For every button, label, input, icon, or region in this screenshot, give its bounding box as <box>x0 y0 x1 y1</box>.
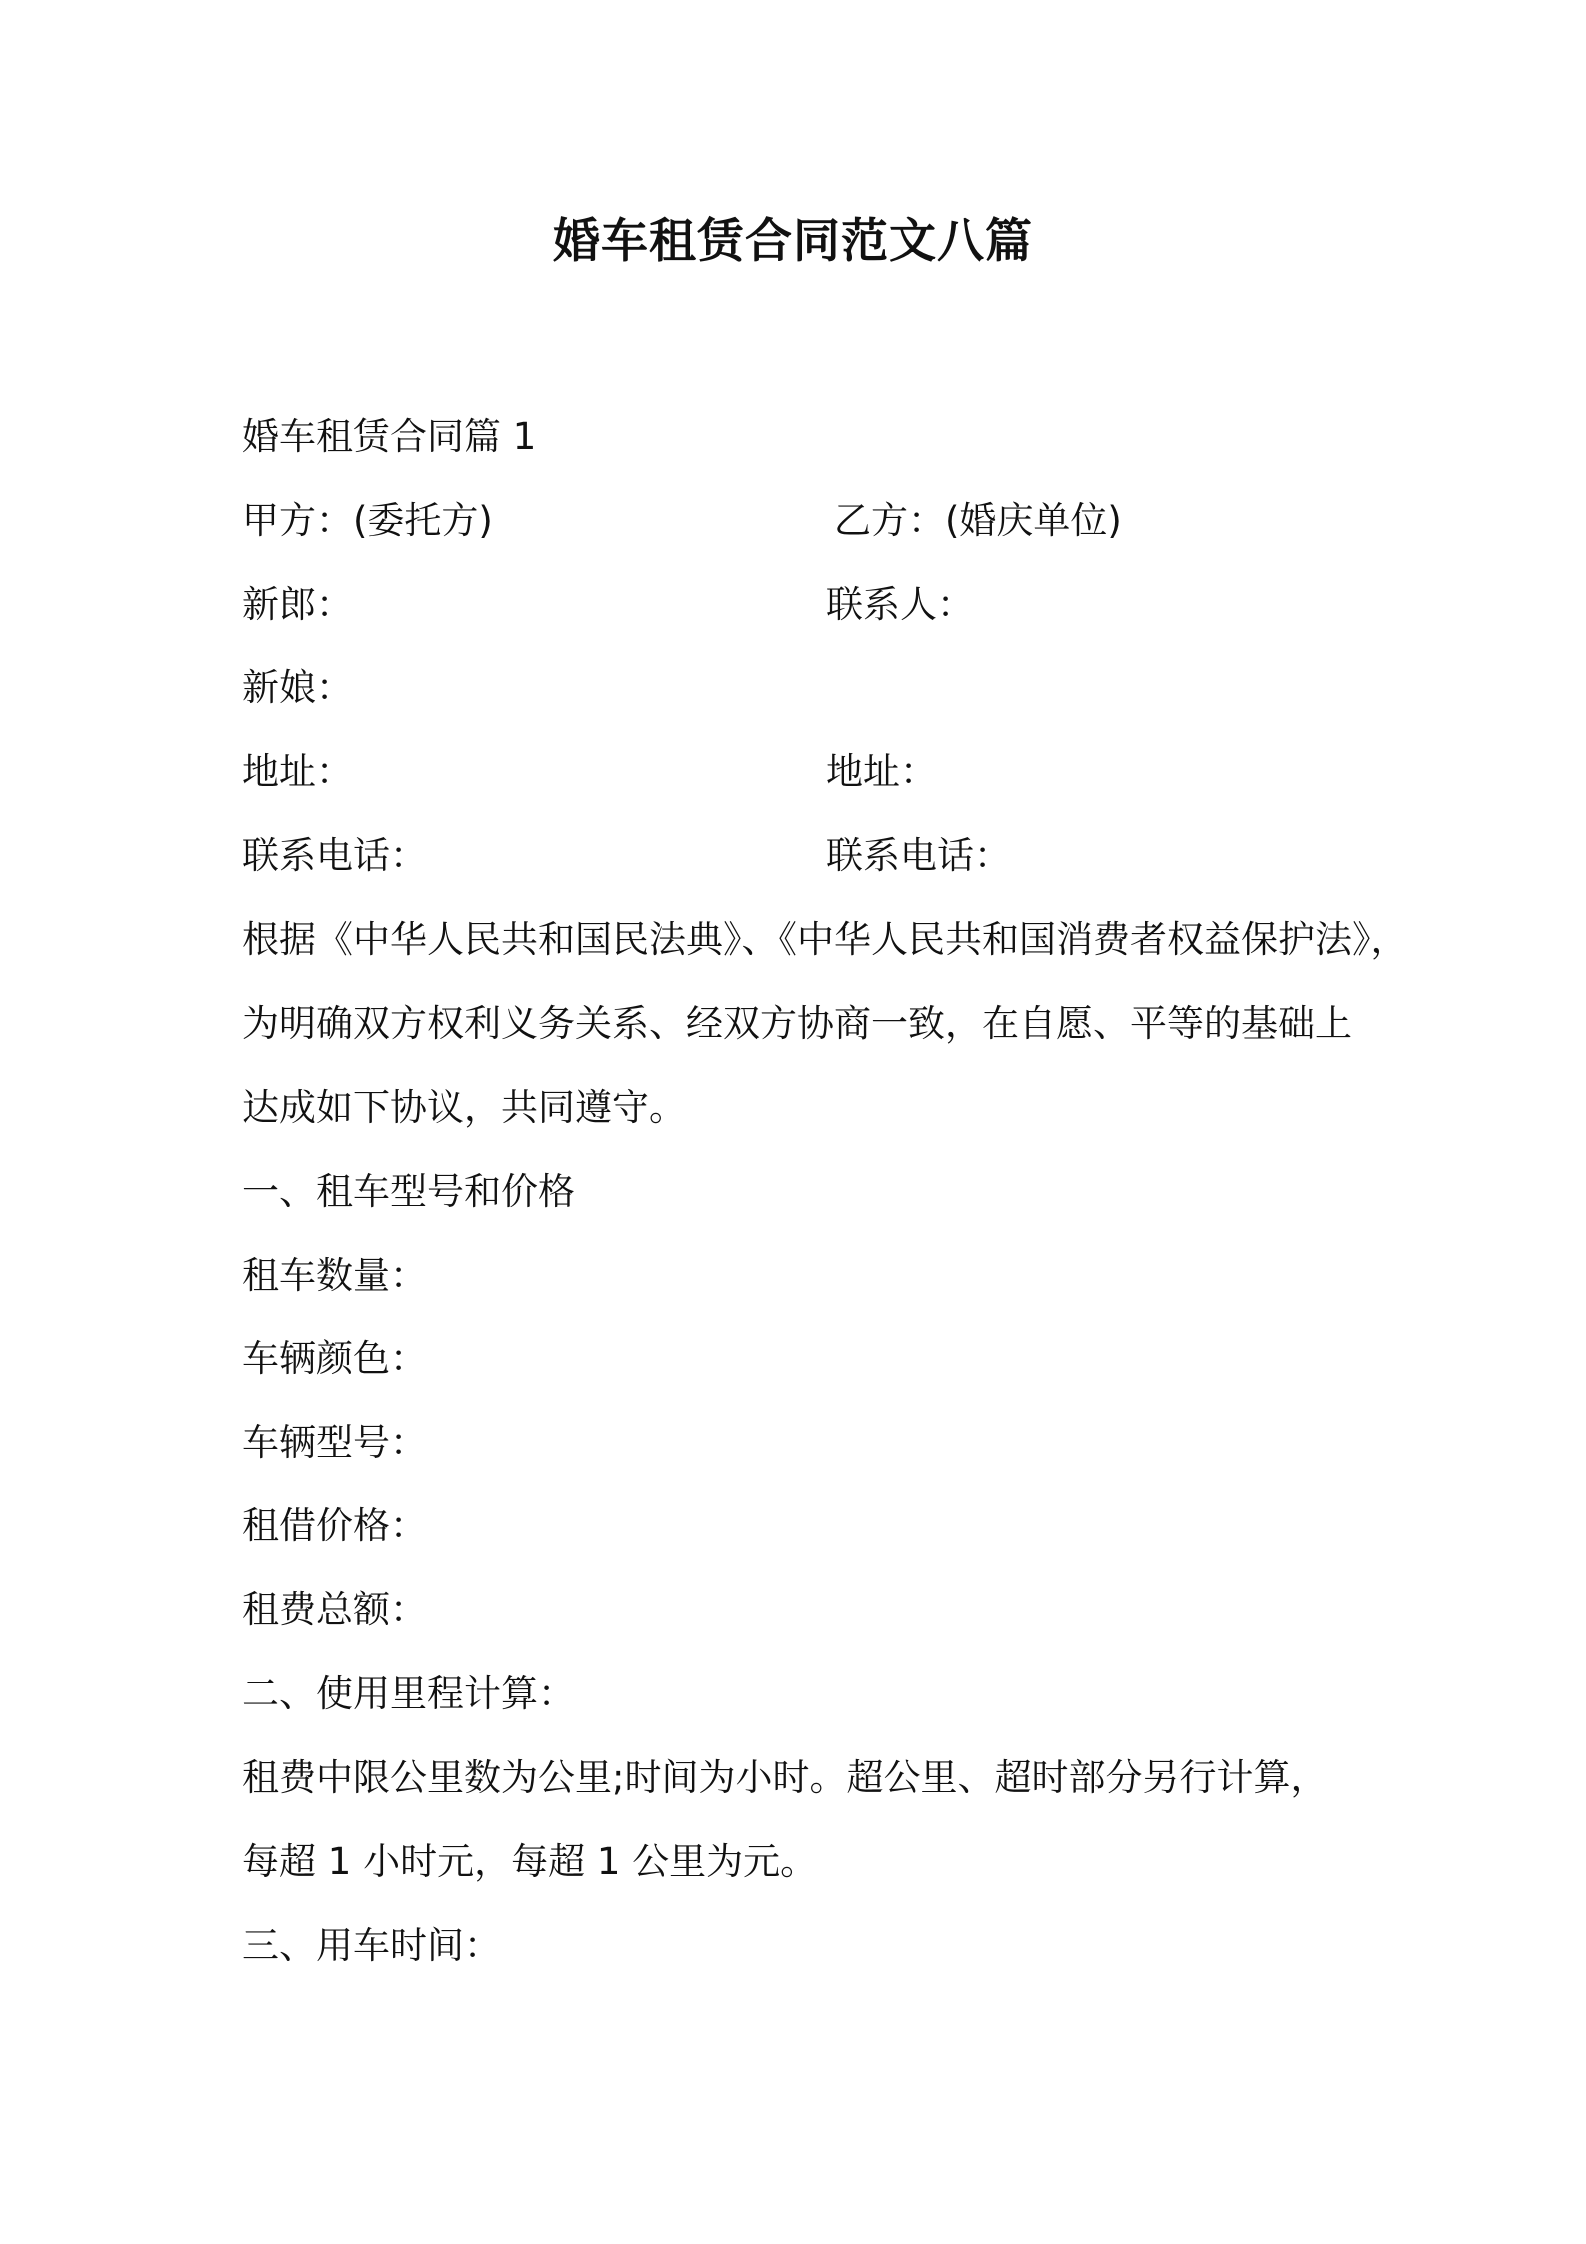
party-a-label: 甲方：(委托方) <box>242 499 493 542</box>
section-heading: 婚车租赁合同篇 1 <box>242 415 537 458</box>
clause-1-heading: 一、租车型号和价格 <box>242 1170 575 1213</box>
mileage-paragraph-line-1: 租费中限公里数为公里;时间为小时。超公里、超时部分另行计算， <box>242 1756 1328 1799</box>
rental-price-field: 租借价格： <box>242 1504 427 1547</box>
address-a-field: 地址： <box>242 750 353 793</box>
phone-a-field: 联系电话： <box>242 834 427 877</box>
car-color-field: 车辆颜色： <box>242 1337 427 1380</box>
contact-person-field: 联系人： <box>826 583 974 626</box>
intro-paragraph-line-2: 为明确双方权利义务关系、经双方协商一致，在自愿、平等的基础上 <box>242 1002 1352 1045</box>
groom-field: 新郎： <box>242 583 353 626</box>
clause-2-heading: 二、使用里程计算： <box>242 1672 575 1715</box>
document-title: 婚车租赁合同范文八篇 <box>553 214 1033 269</box>
phone-b-field: 联系电话： <box>826 834 1011 877</box>
party-b-label: 乙方：(婚庆单位) <box>834 499 1122 542</box>
clause-3-heading: 三、用车时间： <box>242 1924 501 1967</box>
bride-field: 新娘： <box>242 666 353 709</box>
intro-paragraph-line-3: 达成如下协议，共同遵守。 <box>242 1086 686 1129</box>
mileage-paragraph-line-2: 每超 1 小时元，每超 1 公里为元。 <box>242 1840 818 1883</box>
car-model-field: 车辆型号： <box>242 1421 427 1464</box>
address-b-field: 地址： <box>826 750 937 793</box>
intro-paragraph-line-1: 根据《中华人民共和国民法典》、《中华人民共和国消费者权益保护法》， <box>242 918 1408 961</box>
rental-total-field: 租费总额： <box>242 1588 427 1631</box>
car-quantity-field: 租车数量： <box>242 1254 427 1297</box>
